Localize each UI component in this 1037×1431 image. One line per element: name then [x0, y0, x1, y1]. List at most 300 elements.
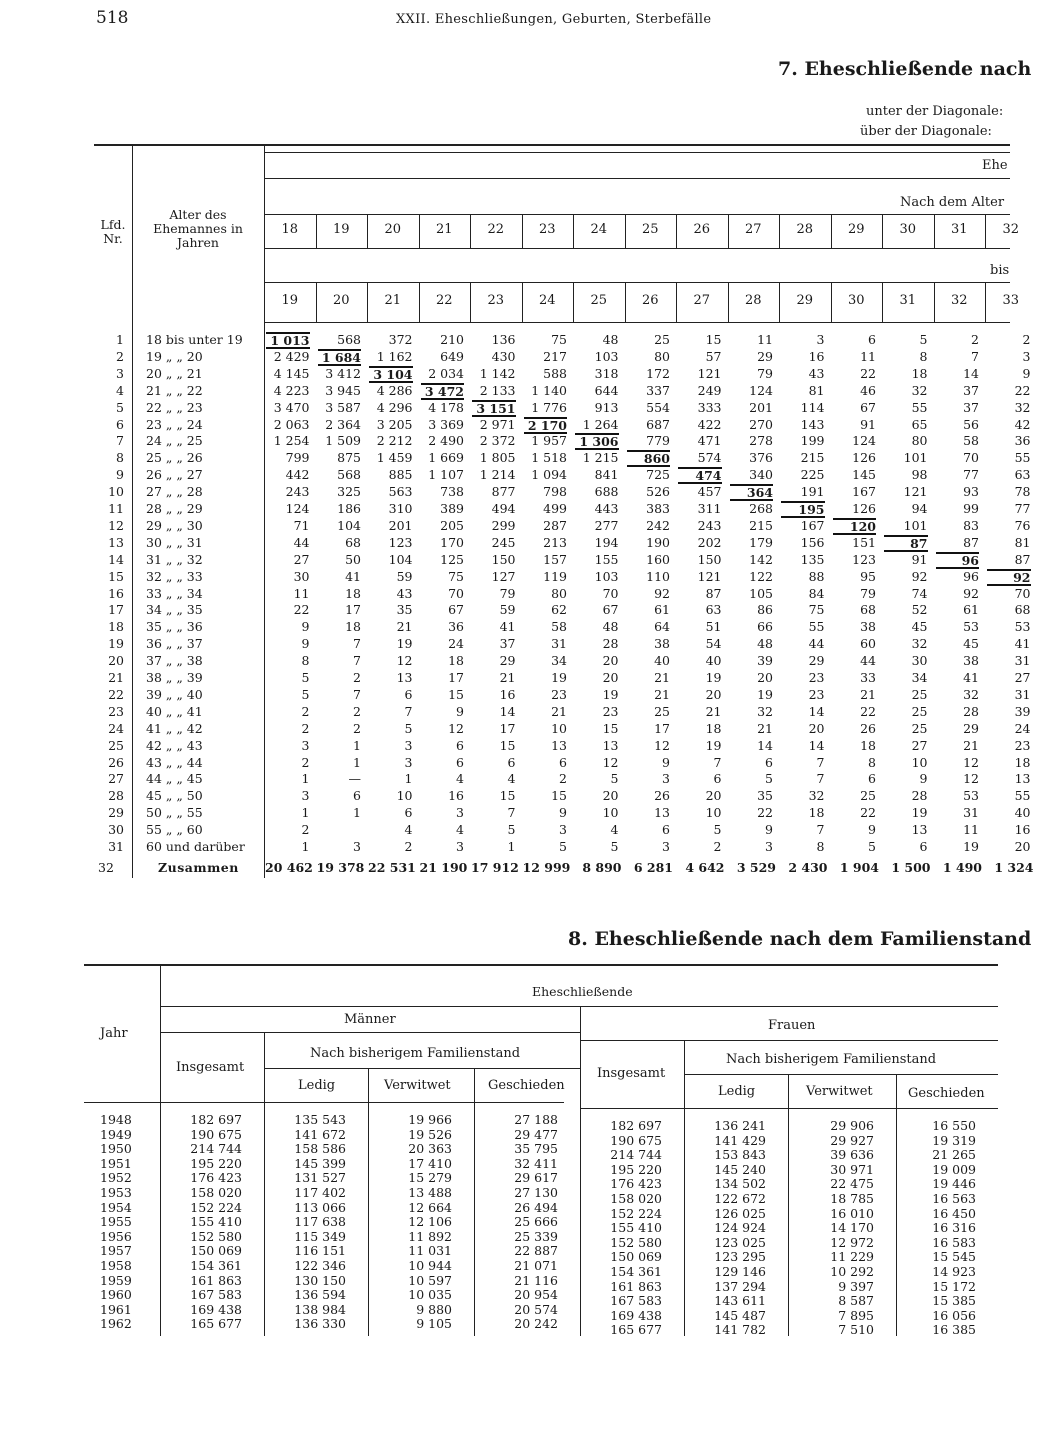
table-cell: 7: [816, 771, 825, 787]
table-cell: 22: [860, 365, 876, 381]
table-cell: 311: [697, 501, 722, 516]
men-cell: 10 597: [408, 1272, 452, 1288]
women-cell: 16 316: [932, 1220, 976, 1236]
table-cell: 6: [868, 332, 876, 347]
table-cell: 19: [705, 737, 722, 753]
women-cell: 29 927: [830, 1132, 874, 1148]
table-cell: 79: [499, 585, 516, 601]
table-cell: 2: [404, 839, 413, 854]
table-cell: 13: [1014, 771, 1031, 787]
table-cell: 9: [301, 619, 310, 635]
table-cell: 19: [705, 670, 722, 685]
age-from-header: 18: [281, 222, 299, 237]
table-cell: 29: [757, 348, 773, 364]
rule: [264, 1068, 580, 1069]
table-cell: 77: [963, 467, 979, 483]
row-label: 45 „ „ 50: [146, 788, 203, 804]
table-cell: 38: [654, 636, 670, 652]
table-cell: 70: [963, 450, 979, 466]
total-cell: 1 490: [942, 860, 982, 875]
table-cell: 43: [396, 585, 413, 601]
table7-title: 7. Eheschließende nach: [778, 58, 1032, 80]
table-cell: 15: [602, 720, 619, 736]
diagonal-cell: 2 170: [524, 417, 568, 434]
table-cell: 56: [963, 416, 979, 432]
table8-m-geschieden: Geschieden: [488, 1078, 565, 1093]
table-cell: 67: [602, 602, 619, 618]
women-cell: 8 587: [838, 1293, 874, 1309]
year-cell: 1960: [100, 1287, 132, 1303]
men-cell: 11 892: [408, 1228, 452, 1244]
table-cell: 10: [551, 720, 567, 736]
table-cell: 1 162: [376, 348, 413, 364]
total-cell: 1 904: [839, 860, 879, 875]
row-number: 26: [108, 754, 124, 770]
table-cell: 67: [860, 399, 876, 415]
table-cell: 9: [559, 805, 567, 821]
table-cell: 32: [911, 382, 928, 398]
table-cell: 574: [697, 450, 722, 466]
table-cell: 18: [1014, 754, 1031, 770]
table-cell: 119: [543, 568, 567, 584]
table-cell: 249: [697, 382, 722, 398]
women-cell: 16 563: [932, 1191, 976, 1206]
rule: [94, 144, 1010, 146]
total-cell: 2 430: [788, 860, 828, 875]
year-cell: 1953: [100, 1185, 132, 1200]
table-cell: 92: [963, 585, 979, 601]
women-cell: 150 069: [610, 1249, 662, 1265]
table-cell: 41: [499, 619, 516, 635]
rule: [264, 178, 1010, 179]
table-cell: 494: [491, 501, 516, 516]
table-cell: 87: [963, 534, 979, 550]
table-cell: 913: [594, 399, 619, 415]
table-cell: 23: [808, 670, 825, 685]
table-cell: 201: [388, 517, 413, 533]
age-to-header: 31: [899, 293, 917, 308]
table-cell: 170: [440, 534, 464, 550]
age-from-header: 32: [1002, 222, 1020, 237]
table-cell: 799: [285, 450, 310, 466]
women-cell: 16 056: [932, 1307, 976, 1323]
table-cell: 3: [456, 805, 464, 821]
table-cell: 61: [963, 602, 979, 618]
table-cell: 6: [456, 737, 464, 753]
table-cell: 5: [765, 771, 773, 787]
table-cell: 22: [757, 805, 773, 821]
table-cell: 41: [345, 568, 361, 584]
women-cell: 155 410: [610, 1220, 662, 1236]
men-cell: 115 349: [294, 1228, 346, 1244]
table-cell: —: [348, 771, 361, 787]
men-cell: 131 527: [294, 1170, 346, 1186]
men-cell: 116 151: [294, 1243, 346, 1259]
table-cell: 40: [654, 653, 670, 669]
row-label: 50 „ „ 55: [146, 805, 203, 821]
table-cell: 41: [963, 670, 979, 685]
year-cell: 1950: [100, 1141, 132, 1157]
table-cell: 9: [919, 771, 928, 787]
table-cell: 4: [404, 822, 413, 838]
men-cell: 117 638: [294, 1214, 346, 1230]
table-cell: 199: [800, 433, 825, 449]
table-cell: 104: [388, 551, 413, 567]
rule: [264, 248, 1010, 249]
table-cell: 202: [697, 534, 722, 550]
table-cell: 7: [353, 653, 361, 669]
table-cell: 2: [301, 720, 310, 736]
women-cell: 123 025: [714, 1234, 766, 1250]
total-cell: 3 529: [736, 860, 776, 875]
women-cell: 126 025: [714, 1205, 766, 1221]
men-cell: 9 105: [416, 1316, 452, 1332]
table-cell: 92: [654, 585, 670, 601]
table-cell: 6: [868, 771, 876, 787]
men-cell: 152 580: [190, 1228, 242, 1244]
row-label: 37 „ „ 38: [146, 653, 203, 669]
table-cell: 21: [396, 619, 413, 635]
table-cell: 2 971: [479, 416, 516, 432]
table-cell: 14: [808, 737, 825, 753]
table-cell: 125: [440, 551, 464, 567]
table-cell: 62: [551, 602, 567, 618]
table-cell: 4 296: [376, 399, 413, 415]
table-cell: 59: [499, 602, 516, 618]
table-cell: 52: [911, 602, 928, 618]
men-cell: 20 954: [514, 1287, 558, 1303]
age-from-header: 26: [693, 222, 711, 237]
table-cell: 70: [602, 585, 619, 601]
table-cell: 12: [396, 653, 413, 669]
row-label: 20 „ „ 21: [146, 365, 203, 381]
table-cell: 7: [971, 348, 979, 364]
table-cell: 563: [388, 484, 413, 500]
table-cell: 13: [396, 670, 413, 685]
table-cell: 10: [602, 805, 619, 821]
table-cell: 2 034: [428, 365, 464, 381]
row-label: 31 „ „ 32: [146, 551, 203, 567]
table-cell: 299: [491, 517, 516, 533]
table-cell: 3: [765, 839, 773, 854]
table-cell: 15: [705, 332, 722, 347]
table-cell: 19: [602, 686, 619, 702]
table-cell: 151: [852, 534, 876, 550]
row-number: 16: [108, 585, 124, 601]
table-cell: 103: [594, 348, 619, 364]
table-cell: 15: [499, 788, 516, 804]
table-cell: 14: [757, 737, 773, 753]
table-cell: 738: [440, 484, 464, 500]
table-cell: 20: [705, 788, 722, 804]
table-cell: 4 145: [273, 365, 310, 381]
table-cell: 57: [705, 348, 722, 364]
table-cell: 18: [345, 619, 361, 635]
table-cell: 649: [440, 348, 464, 364]
table-cell: 35: [396, 602, 413, 618]
diagonal-cell: 96: [936, 552, 980, 569]
year-cell: 1956: [100, 1228, 132, 1244]
table-cell: 31: [1014, 686, 1031, 702]
age-to-header: 21: [384, 293, 402, 308]
diagonal-cell: 92: [987, 569, 1031, 586]
table-cell: 1 140: [531, 382, 567, 398]
table-cell: 84: [808, 585, 825, 601]
table-cell: 24: [448, 636, 464, 652]
table-cell: 278: [749, 433, 773, 449]
men-cell: 21 071: [514, 1258, 558, 1273]
table7-sub-head: Nach dem Alter: [900, 195, 1005, 210]
table-cell: 11: [293, 585, 310, 601]
row-number: 14: [108, 551, 124, 567]
women-cell: 167 583: [610, 1293, 662, 1309]
diagonal-cell: 474: [678, 467, 722, 484]
table-cell: 68: [860, 602, 876, 618]
table-cell: 55: [808, 619, 825, 635]
men-cell: 136 594: [294, 1287, 346, 1303]
total-row-number: 32: [98, 860, 114, 875]
age-from-header: 25: [641, 222, 659, 237]
women-cell: 16 550: [932, 1118, 976, 1133]
table-cell: 45: [911, 619, 928, 635]
table-cell: 885: [388, 467, 413, 483]
table-cell: 191: [800, 484, 825, 500]
table-cell: 554: [646, 399, 670, 415]
table-cell: 877: [491, 484, 516, 500]
women-cell: 143 611: [714, 1293, 766, 1309]
age-to-header: 30: [847, 293, 865, 308]
row-number: 6: [116, 416, 124, 432]
table-cell: 442: [285, 467, 310, 483]
table-cell: 75: [448, 568, 464, 584]
table-cell: 3 587: [325, 399, 361, 415]
table-cell: 21: [860, 686, 876, 702]
age-to-header: 23: [487, 293, 505, 308]
age-from-header: 21: [435, 222, 453, 237]
diagonal-cell: 364: [730, 484, 774, 501]
table-cell: 3: [301, 737, 310, 753]
table-cell: 310: [388, 501, 413, 516]
men-cell: 20 363: [408, 1141, 452, 1157]
table-cell: 38: [963, 653, 979, 669]
table-cell: 22: [293, 602, 310, 618]
women-cell: 145 240: [714, 1161, 766, 1177]
row-label: 44 „ „ 45: [146, 771, 203, 787]
table-cell: 64: [654, 619, 670, 635]
men-cell: 13 488: [408, 1185, 452, 1200]
diagonal-cell: 3 104: [369, 366, 413, 383]
table-cell: 1 776: [531, 399, 567, 415]
age-to-header: 24: [538, 293, 556, 308]
women-cell: 15 385: [932, 1293, 976, 1309]
table-cell: 33: [860, 670, 876, 685]
table-cell: 21: [499, 670, 516, 685]
table-cell: 29: [808, 653, 825, 669]
age-from-header: 27: [744, 222, 762, 237]
table-cell: 337: [646, 382, 670, 398]
table8-jahr-header: Jahr: [100, 1026, 128, 1041]
row-label: 24 „ „ 25: [146, 433, 203, 449]
table-cell: 4 286: [376, 382, 413, 398]
age-to-header: 33: [1002, 293, 1020, 308]
table-cell: 3 412: [325, 365, 361, 381]
table-cell: 1 215: [582, 450, 619, 466]
table-cell: 5: [301, 670, 310, 685]
women-cell: 14 170: [830, 1220, 874, 1236]
men-cell: 165 677: [190, 1316, 242, 1332]
table-cell: 160: [646, 551, 670, 567]
diagonal-cell: 1 684: [318, 349, 362, 366]
men-cell: 27 188: [514, 1112, 558, 1127]
table7-bis: bis: [990, 263, 1010, 278]
year-cell: 1949: [100, 1126, 132, 1142]
table-cell: 190: [646, 534, 670, 550]
men-cell: 35 795: [514, 1141, 558, 1157]
table-cell: 422: [697, 416, 722, 432]
table-cell: 568: [337, 332, 361, 347]
women-cell: 18 785: [830, 1191, 874, 1206]
men-cell: 10 944: [408, 1258, 452, 1273]
table-cell: 126: [852, 450, 876, 466]
table-cell: 10: [911, 754, 928, 770]
women-cell: 141 429: [714, 1132, 766, 1148]
table-cell: 725: [646, 467, 670, 483]
table-cell: 18: [448, 653, 464, 669]
table8-title: 8. Eheschließende nach dem Familienstand: [568, 928, 1032, 950]
table-cell: 798: [543, 484, 567, 500]
table-cell: 2: [559, 771, 567, 787]
table-cell: 3: [559, 822, 567, 838]
row-label: 23 „ „ 24: [146, 416, 203, 432]
table7-alter-header: Alter des Ehemannes in Jahren: [153, 207, 243, 250]
table-cell: 156: [800, 534, 825, 550]
table-cell: 71: [293, 517, 310, 533]
men-cell: 20 574: [514, 1301, 558, 1317]
row-label: 33 „ „ 34: [146, 585, 203, 601]
table-cell: 18: [705, 720, 722, 736]
table-cell: 9: [301, 636, 310, 652]
rule: [264, 214, 1010, 215]
row-label: 27 „ „ 28: [146, 484, 203, 500]
age-from-header: 23: [538, 222, 556, 237]
men-cell: 214 744: [190, 1141, 242, 1157]
men-cell: 182 697: [190, 1112, 242, 1127]
table-cell: 40: [1014, 805, 1031, 821]
table-cell: 1: [353, 737, 361, 753]
men-cell: 113 066: [294, 1199, 346, 1215]
row-number: 18: [108, 619, 124, 635]
table-cell: 1: [301, 805, 310, 821]
table-cell: 6: [507, 754, 516, 770]
table-cell: 4: [610, 822, 619, 838]
table-cell: 39: [757, 653, 773, 669]
table-cell: 110: [646, 568, 670, 584]
row-label: 28 „ „ 29: [146, 501, 203, 516]
women-cell: 136 241: [714, 1118, 766, 1133]
total-cell: 20 462: [265, 860, 313, 875]
table-cell: 6: [713, 771, 722, 787]
table-cell: 122: [749, 568, 773, 584]
table7-group-head: Ehe: [982, 158, 1008, 173]
table-cell: 8: [816, 839, 825, 854]
table7-under-diagonal-note: unter der Diagonale:: [866, 104, 1004, 119]
table-cell: 55: [1014, 788, 1031, 804]
table-cell: 76: [1014, 517, 1031, 533]
table-cell: 4 178: [428, 399, 464, 415]
table-cell: 91: [860, 416, 876, 432]
table-cell: 1 264: [582, 416, 619, 432]
table-cell: 2 490: [428, 433, 464, 449]
rule: [580, 1040, 998, 1041]
men-cell: 176 423: [190, 1170, 242, 1186]
table-cell: 25: [654, 703, 670, 719]
table-cell: 1 094: [531, 467, 567, 483]
total-cell: 4 642: [685, 860, 725, 875]
table-cell: 12: [963, 754, 979, 770]
total-cell: 6 281: [633, 860, 673, 875]
women-cell: 161 863: [610, 1278, 662, 1294]
table-cell: 20: [602, 670, 619, 685]
men-cell: 138 984: [294, 1301, 346, 1317]
table-cell: 92: [911, 568, 928, 584]
table-cell: 9: [868, 822, 876, 838]
table-cell: 21: [963, 737, 979, 753]
table7-over-diagonal-note: über der Diagonale:: [860, 124, 992, 139]
men-cell: 21 116: [514, 1272, 558, 1288]
table-cell: 2 364: [325, 416, 361, 432]
table-cell: 74: [911, 585, 928, 601]
table-cell: 376: [749, 450, 773, 466]
table-cell: 20: [808, 720, 825, 736]
table-cell: 48: [602, 332, 619, 347]
table-cell: 26: [654, 788, 670, 804]
year-cell: 1957: [100, 1243, 132, 1259]
table-cell: 1: [301, 771, 310, 787]
table-cell: 68: [345, 534, 361, 550]
table-cell: 79: [860, 585, 876, 601]
table-cell: 143: [800, 416, 825, 432]
diagonal-cell: 1 306: [575, 433, 619, 450]
table-cell: 15: [448, 686, 464, 702]
rule: [84, 964, 998, 966]
table-cell: 3: [1022, 348, 1031, 364]
table-cell: 270: [749, 416, 773, 432]
table-cell: 63: [1014, 467, 1031, 483]
table-cell: 186: [337, 501, 361, 516]
men-cell: 25 339: [514, 1228, 558, 1244]
rule: [580, 1108, 998, 1109]
women-cell: 10 292: [830, 1264, 874, 1279]
table-cell: 277: [594, 517, 619, 533]
men-cell: 158 020: [190, 1185, 242, 1200]
table-cell: 201: [749, 399, 773, 415]
table-cell: 21: [654, 686, 670, 702]
year-cell: 1951: [100, 1155, 132, 1171]
table-cell: 242: [646, 517, 670, 533]
men-cell: 150 069: [190, 1243, 242, 1259]
table-cell: 5: [868, 839, 876, 854]
table-cell: 31: [551, 636, 567, 652]
table-cell: 588: [543, 365, 567, 381]
table-cell: 18: [860, 737, 876, 753]
table-cell: 103: [594, 568, 619, 584]
table-cell: 27: [1014, 670, 1031, 685]
diagonal-cell: 3 151: [472, 400, 516, 417]
row-label: 18 bis unter 19: [146, 332, 243, 347]
table-cell: 5: [507, 822, 516, 838]
row-label: 19 „ „ 20: [146, 348, 203, 364]
row-number: 28: [108, 788, 124, 804]
